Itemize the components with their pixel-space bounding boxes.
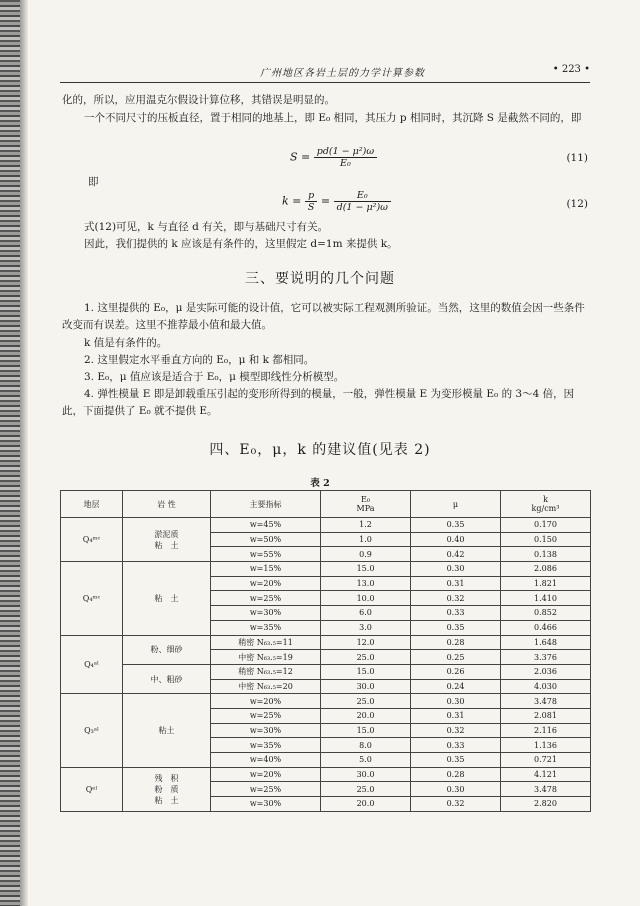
stratum-cell: Q₄ᵐᶜ	[61, 518, 123, 562]
table-row	[61, 562, 591, 577]
k-cell: 3.478	[501, 782, 591, 797]
k-cell: 2.116	[501, 723, 591, 738]
e0-cell: 20.0	[321, 708, 411, 723]
running-header	[60, 62, 590, 80]
mu-cell: 0.35	[411, 753, 501, 768]
lithology-cell: 淤泥质 粘 土	[123, 518, 211, 562]
indicator-cell: w=35%	[211, 620, 321, 635]
k-cell: 1.136	[501, 738, 591, 753]
table-row	[61, 694, 591, 709]
parameter-table	[60, 490, 591, 812]
header-cell: k kg/cm³	[501, 491, 591, 518]
e0-cell: 13.0	[321, 576, 411, 591]
indicator-cell: w=55%	[211, 547, 321, 562]
e0-cell: 20.0	[321, 797, 411, 812]
e0-cell: 30.0	[321, 679, 411, 694]
table-row	[61, 635, 591, 650]
header-cell: μ	[411, 491, 501, 518]
paragraph: 一个不同尺寸的压板直径，置于相同的地基上，即 E₀ 相同，其压力 p 相同时，其沉降 S 是截然不同的，即	[84, 112, 582, 124]
paragraph: 即	[88, 176, 99, 188]
e0-cell: 8.0	[321, 738, 411, 753]
eq12-ratio-den: S	[307, 202, 315, 213]
paragraph: 因此，我们提供的 k 应该是有条件的，这里假定 d=1m 来提供 k。	[84, 238, 398, 250]
list-item: 2. 这里假定水平垂直方向的 E₀，μ 和 k 都相同。	[84, 354, 315, 366]
indicator-cell: w=40%	[211, 753, 321, 768]
e0-cell: 1.0	[321, 532, 411, 547]
lithology-cell: 粉、细砂	[123, 635, 211, 664]
mu-cell: 0.33	[411, 606, 501, 621]
k-cell: 2.820	[501, 797, 591, 812]
stratum-cell: Q₃ᵃˡ	[61, 694, 123, 767]
stratum-cell: Q₄ᵐᶜ	[61, 562, 123, 635]
indicator-cell: w=25%	[211, 591, 321, 606]
indicator-cell: 稍密 N₆₃.₅=12	[211, 664, 321, 679]
k-cell: 0.150	[501, 532, 591, 547]
table-header-row	[61, 491, 591, 518]
list-item: 1. 这里提供的 E₀，μ 是实际可能的设计值，它可以被实际工程观测所验证。当然，这里的数值会因一些条件改变而有误差。这里不推荐最小值和最大值。	[62, 302, 585, 331]
eq12-fraction	[334, 190, 391, 213]
table-caption: 表 2	[310, 478, 330, 489]
eq11-numerator: pd(1 − μ²)ω	[314, 146, 377, 158]
indicator-cell: 中密 N₆₃.₅=19	[211, 650, 321, 665]
mu-cell: 0.24	[411, 679, 501, 694]
e0-cell: 15.0	[321, 562, 411, 577]
e0-cell: 5.0	[321, 753, 411, 768]
header-rule	[60, 82, 590, 83]
e0-cell: 25.0	[321, 694, 411, 709]
k-cell: 3.376	[501, 650, 591, 665]
k-cell: 1.648	[501, 635, 591, 650]
header-cell: 地层	[61, 491, 123, 518]
indicator-cell: w=25%	[211, 782, 321, 797]
e0-cell: 6.0	[321, 606, 411, 621]
e0-cell: 25.0	[321, 782, 411, 797]
e0-cell: 15.0	[321, 664, 411, 679]
header-cell: E₀ MPa	[321, 491, 411, 518]
mu-cell: 0.40	[411, 532, 501, 547]
k-cell: 3.478	[501, 694, 591, 709]
k-cell: 2.036	[501, 664, 591, 679]
indicator-cell: w=30%	[211, 723, 321, 738]
eq12-ratio	[305, 190, 318, 213]
header-cell: 主要指标	[211, 491, 321, 518]
mu-cell: 0.32	[411, 591, 501, 606]
paragraph: 式(12)可见，k 与直径 d 有关，即与基础尺寸有关。	[84, 221, 329, 233]
eq11-fraction	[314, 146, 377, 169]
page-number: • 223 •	[552, 64, 590, 75]
equation-number: (12)	[566, 198, 588, 210]
section-heading: 四、E₀，μ，k 的建议值(见表 2)	[209, 442, 431, 458]
mu-cell: 0.28	[411, 767, 501, 782]
table-row	[61, 767, 591, 782]
e0-cell: 30.0	[321, 767, 411, 782]
e0-cell: 1.2	[321, 518, 411, 533]
eq11-denominator: E₀	[340, 158, 351, 169]
indicator-cell: 中密 N₆₃.₅=20	[211, 679, 321, 694]
mu-cell: 0.25	[411, 650, 501, 665]
indicator-cell: 稍密 N₆₃.₅=11	[211, 635, 321, 650]
mu-cell: 0.32	[411, 797, 501, 812]
lithology-cell: 粘 土	[123, 562, 211, 635]
list-item: k 值是有条件的。	[84, 337, 168, 349]
eq12-lhs: k =	[282, 194, 302, 208]
indicator-cell: w=25%	[211, 708, 321, 723]
k-cell: 2.086	[501, 562, 591, 577]
eq12-ratio-num: p	[305, 190, 318, 202]
header-cell: 岩 性	[123, 491, 211, 518]
mu-cell: 0.30	[411, 782, 501, 797]
equation-12	[282, 190, 391, 213]
paragraph: 化的，所以，应用温克尔假设计算位移，其错误是明显的。	[62, 94, 335, 106]
indicator-cell: w=15%	[211, 562, 321, 577]
table-row	[61, 518, 591, 533]
lithology-cell: 残 积 粉 质 粘 土	[123, 767, 211, 811]
mu-cell: 0.33	[411, 738, 501, 753]
mu-cell: 0.30	[411, 694, 501, 709]
e0-cell: 3.0	[321, 620, 411, 635]
mu-cell: 0.35	[411, 518, 501, 533]
indicator-cell: w=35%	[211, 738, 321, 753]
k-cell: 1.821	[501, 576, 591, 591]
lithology-cell: 粘土	[123, 694, 211, 767]
equation-number: (11)	[566, 152, 588, 164]
table-body	[61, 518, 591, 812]
indicator-cell: w=45%	[211, 518, 321, 533]
indicator-cell: w=20%	[211, 576, 321, 591]
indicator-cell: w=50%	[211, 532, 321, 547]
list-item: 3. E₀，μ 值应该是适合于 E₀，μ 模型即线性分析模型。	[84, 371, 345, 383]
mu-cell: 0.31	[411, 576, 501, 591]
list-item: 4. 弹性模量 E 即是卸载重压引起的变形所得到的模量，一般，弹性模量 E 为变形模量 E₀ 的 3～4 倍，因此，下面提供了 E₀ 就不提供 E。	[62, 388, 575, 417]
mu-cell: 0.30	[411, 562, 501, 577]
equation-11	[290, 146, 377, 169]
e0-cell: 10.0	[321, 591, 411, 606]
k-cell: 4.030	[501, 679, 591, 694]
stratum-cell: Q₄ᵃˡ	[61, 635, 123, 694]
indicator-cell: w=20%	[211, 694, 321, 709]
mu-cell: 0.26	[411, 664, 501, 679]
k-cell: 0.170	[501, 518, 591, 533]
e0-cell: 12.0	[321, 635, 411, 650]
eq11-lhs: S =	[290, 150, 311, 164]
k-cell: 0.852	[501, 606, 591, 621]
mu-cell: 0.31	[411, 708, 501, 723]
running-title: 广州地区各岩土层的力学计算参数	[260, 68, 425, 79]
mu-cell: 0.28	[411, 635, 501, 650]
k-cell: 2.081	[501, 708, 591, 723]
mu-cell: 0.32	[411, 723, 501, 738]
section-heading: 三、要说明的几个问题	[245, 271, 395, 287]
e0-cell: 15.0	[321, 723, 411, 738]
stratum-cell: Qᵉˡ	[61, 767, 123, 811]
mu-cell: 0.35	[411, 620, 501, 635]
k-cell: 1.410	[501, 591, 591, 606]
k-cell: 0.721	[501, 753, 591, 768]
k-cell: 4.121	[501, 767, 591, 782]
k-cell: 0.466	[501, 620, 591, 635]
eq12-denominator: d(1 − μ²)ω	[336, 202, 388, 213]
k-cell: 0.138	[501, 547, 591, 562]
indicator-cell: w=30%	[211, 606, 321, 621]
mu-cell: 0.42	[411, 547, 501, 562]
eq12-equals: =	[320, 194, 331, 208]
eq12-numerator: E₀	[334, 190, 391, 202]
table-row	[61, 664, 591, 679]
e0-cell: 0.9	[321, 547, 411, 562]
e0-cell: 25.0	[321, 650, 411, 665]
indicator-cell: w=30%	[211, 797, 321, 812]
indicator-cell: w=20%	[211, 767, 321, 782]
lithology-cell: 中、粗砂	[123, 664, 211, 693]
